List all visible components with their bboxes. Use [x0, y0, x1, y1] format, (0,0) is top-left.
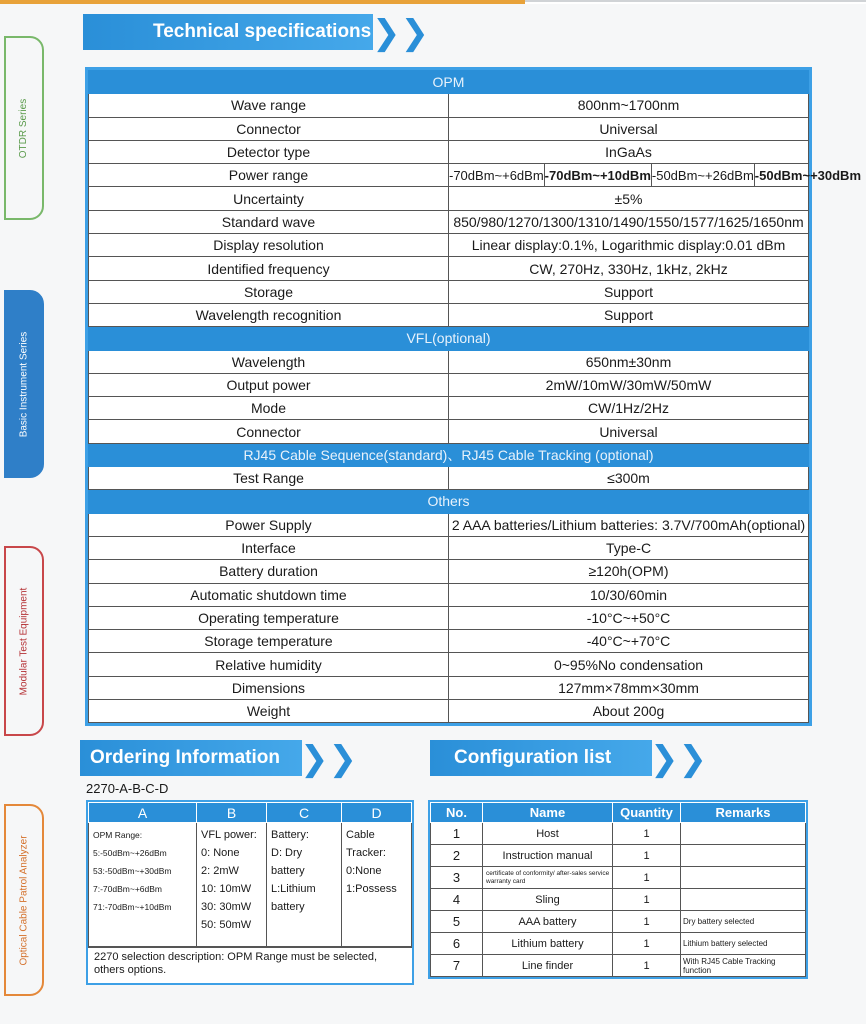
- config-no: 1: [431, 823, 483, 845]
- spec-row: [89, 280, 809, 303]
- spec-value: ±5%: [449, 187, 809, 210]
- config-no: 3: [431, 867, 483, 889]
- option-line: 0:None: [346, 865, 382, 877]
- option-line: battery: [271, 901, 305, 913]
- spec-row: [89, 420, 809, 443]
- section-heading-tech: [83, 14, 373, 50]
- spec-table: [85, 67, 862, 726]
- spec-row: [89, 560, 809, 583]
- spec-label: Display resolution: [89, 234, 449, 257]
- spec-value: InGaAs: [449, 140, 809, 163]
- power-range-option: -70dBm~+6dBm: [449, 164, 545, 186]
- tab-otdr-series[interactable]: [4, 36, 44, 220]
- heading-text: Ordering Information: [90, 747, 280, 768]
- spec-label: Interface: [89, 536, 449, 559]
- config-no: 6: [431, 933, 483, 955]
- spec-value: 127mm×78mm×30mm: [449, 676, 809, 699]
- spec-label: Mode: [89, 397, 449, 420]
- option-column-a: [89, 823, 197, 947]
- spec-row: [89, 187, 809, 210]
- spec-value: ≤300m: [449, 467, 809, 490]
- spec-value: 650nm±30nm: [449, 350, 809, 373]
- option-column-b: [197, 823, 267, 947]
- column-header: C: [267, 803, 342, 823]
- spec-label: Identified frequency: [89, 257, 449, 280]
- option-line: battery: [271, 865, 305, 877]
- option-column-d: [342, 823, 412, 947]
- spec-label: Wavelength: [89, 350, 449, 373]
- section-row: [89, 71, 809, 94]
- option-line: VFL power:: [201, 829, 257, 841]
- config-remark: [681, 889, 806, 911]
- option-line: 71:-70dBm~+10dBm: [93, 902, 172, 912]
- column-header: B: [197, 803, 267, 823]
- spec-row: [89, 373, 809, 396]
- section-title: OPM: [89, 71, 809, 94]
- heading-text: Technical specifications: [153, 21, 372, 42]
- spec-row: [89, 676, 809, 699]
- section-title: RJ45 Cable Sequence(standard)、RJ45 Cable Tracking (optional): [89, 443, 809, 466]
- config-remark: [681, 823, 806, 845]
- config-row: [431, 889, 806, 911]
- spec-row: [89, 303, 809, 326]
- tab-basic-instrument-series[interactable]: [4, 290, 44, 478]
- spec-label: Storage: [89, 280, 449, 303]
- spec-row: [89, 234, 809, 257]
- option-line: 10: 10mW: [201, 883, 252, 895]
- tab-label: Optical Cable Patrol Analyzer: [18, 834, 30, 966]
- ordering-table: [86, 800, 414, 985]
- option-line: L:Lithium: [271, 883, 316, 895]
- heading-text: Configuration list: [454, 747, 612, 768]
- spec-row: [89, 94, 809, 117]
- column-header: Name: [483, 803, 613, 823]
- chevron-double-right-icon: ❯❯: [300, 740, 357, 778]
- section-row: [89, 490, 809, 513]
- spec-value: 2 AAA batteries/Lithium batteries: 3.7V/700mAh(optional): [449, 513, 809, 536]
- column-header: A: [89, 803, 197, 823]
- spec-label: Storage temperature: [89, 630, 449, 653]
- power-range-option: -70dBm~+10dBm: [545, 164, 652, 186]
- spec-value: ≥120h(OPM): [449, 560, 809, 583]
- spec-row: [89, 467, 809, 490]
- spec-value: 0~95%No condensation: [449, 653, 809, 676]
- spec-label: Automatic shutdown time: [89, 583, 449, 606]
- option-line: Battery:: [271, 829, 309, 841]
- spec-label: Connector: [89, 117, 449, 140]
- config-no: 2: [431, 845, 483, 867]
- spec-value: 800nm~1700nm: [449, 94, 809, 117]
- spec-value: [449, 164, 862, 187]
- option-line: 1:Possess: [346, 883, 397, 895]
- config-row: [431, 845, 806, 867]
- config-remark: Dry battery selected: [681, 911, 806, 933]
- selection-note: 2270 selection description: OPM Range must be selected, others options.: [88, 947, 412, 983]
- config-row: [431, 823, 806, 845]
- section-row: [89, 327, 809, 350]
- spec-label: Battery duration: [89, 560, 449, 583]
- spec-value: Type-C: [449, 536, 809, 559]
- config-quantity: 1: [613, 823, 681, 845]
- spec-label: Power range: [89, 164, 449, 187]
- config-name: certificate of conformity/ after-sales service warranty card: [483, 867, 613, 889]
- option-line: 53:-50dBm~+30dBm: [93, 866, 172, 876]
- spec-row: [89, 140, 809, 163]
- spec-value: 2mW/10mW/30mW/50mW: [449, 373, 809, 396]
- spec-value: Universal: [449, 117, 809, 140]
- spec-row: [89, 513, 809, 536]
- spec-label: Power Supply: [89, 513, 449, 536]
- spec-row: [89, 164, 809, 187]
- config-name: Instruction manual: [483, 845, 613, 867]
- spec-value: -10°C~+50°C: [449, 606, 809, 629]
- config-remark: [681, 845, 806, 867]
- section-title: VFL(optional): [89, 327, 809, 350]
- config-name: Lithium battery: [483, 933, 613, 955]
- option-line: OPM Range:: [93, 830, 143, 840]
- section-title: Others: [89, 490, 809, 513]
- spec-label: Operating temperature: [89, 606, 449, 629]
- section-row: [89, 443, 809, 466]
- config-row: [431, 955, 806, 977]
- spec-label: Dimensions: [89, 676, 449, 699]
- spec-value: -40°C~+70°C: [449, 630, 809, 653]
- power-range-option: -50dBm~+26dBm: [652, 164, 755, 186]
- tab-label: Basic Instrument Series: [18, 331, 30, 437]
- spec-value: 10/30/60min: [449, 583, 809, 606]
- option-column-c: [267, 823, 342, 947]
- top-bar: [0, 0, 866, 4]
- tab-optical-cable-patrol-analyzer[interactable]: [4, 804, 44, 996]
- config-quantity: 1: [613, 933, 681, 955]
- spec-row: [89, 117, 809, 140]
- config-name: AAA battery: [483, 911, 613, 933]
- config-name: Sling: [483, 889, 613, 911]
- section-heading-ordering: [80, 740, 302, 776]
- option-line: Cable: [346, 829, 375, 841]
- chevron-double-right-icon: ❯❯: [372, 14, 429, 52]
- chevron-double-right-icon: ❯❯: [650, 740, 707, 778]
- spec-row: [89, 257, 809, 280]
- tab-label: Modular Test Equipment: [18, 587, 30, 695]
- option-line: 5:-50dBm~+26dBm: [93, 848, 167, 858]
- config-quantity: 1: [613, 889, 681, 911]
- spec-row: [89, 350, 809, 373]
- config-row: [431, 911, 806, 933]
- spec-row: [89, 536, 809, 559]
- config-table: [428, 800, 808, 979]
- config-quantity: 1: [613, 955, 681, 977]
- config-row: [431, 867, 806, 889]
- spec-value: Support: [449, 280, 809, 303]
- power-range-options: [449, 164, 862, 186]
- tab-label: OTDR Series: [18, 98, 30, 158]
- spec-label: Test Range: [89, 467, 449, 490]
- spec-row: [89, 653, 809, 676]
- spec-label: Detector type: [89, 140, 449, 163]
- config-name: Line finder: [483, 955, 613, 977]
- option-line: D: Dry: [271, 847, 303, 859]
- spec-value: CW, 270Hz, 330Hz, 1kHz, 2kHz: [449, 257, 809, 280]
- spec-label: Relative humidity: [89, 653, 449, 676]
- config-row: [431, 933, 806, 955]
- column-header: Quantity: [613, 803, 681, 823]
- spec-row: [89, 630, 809, 653]
- option-line: 0: None: [201, 847, 240, 859]
- spec-row: [89, 397, 809, 420]
- spec-row: [89, 583, 809, 606]
- model-code: 2270-A-B-C-D: [86, 781, 169, 796]
- spec-label: Weight: [89, 700, 449, 723]
- column-header: No.: [431, 803, 483, 823]
- config-no: 7: [431, 955, 483, 977]
- config-remark: [681, 867, 806, 889]
- config-quantity: 1: [613, 845, 681, 867]
- spec-value: Linear display:0.1%, Logarithmic display:0.01 dBm: [449, 234, 809, 257]
- config-remark: Lithium battery selected: [681, 933, 806, 955]
- column-header: D: [342, 803, 412, 823]
- spec-value: Support: [449, 303, 809, 326]
- spec-row: [89, 210, 809, 233]
- option-line: 30: 30mW: [201, 901, 252, 913]
- option-line: 2: 2mW: [201, 865, 239, 877]
- config-quantity: 1: [613, 867, 681, 889]
- spec-row: [89, 606, 809, 629]
- power-range-option: -50dBm~+30dBm: [754, 167, 862, 183]
- option-line: 50: 50mW: [201, 919, 252, 931]
- config-name: Host: [483, 823, 613, 845]
- option-line: 7:-70dBm~+6dBm: [93, 884, 162, 894]
- spec-label: Output power: [89, 373, 449, 396]
- spec-value: 850/980/1270/1300/1310/1490/1550/1577/1625/1650nm: [449, 210, 809, 233]
- option-line: Tracker:: [346, 847, 386, 859]
- spec-value: About 200g: [449, 700, 809, 723]
- spec-row: [89, 700, 809, 723]
- spec-label: Wavelength recognition: [89, 303, 449, 326]
- config-remark: With RJ45 Cable Tracking function: [681, 955, 806, 977]
- spec-label: Standard wave: [89, 210, 449, 233]
- column-header: Remarks: [681, 803, 806, 823]
- spec-value: Universal: [449, 420, 809, 443]
- spec-label: Uncertainty: [89, 187, 449, 210]
- config-no: 4: [431, 889, 483, 911]
- tab-modular-test-equipment[interactable]: [4, 546, 44, 736]
- section-heading-config: [430, 740, 652, 776]
- config-no: 5: [431, 911, 483, 933]
- config-quantity: 1: [613, 911, 681, 933]
- spec-label: Wave range: [89, 94, 449, 117]
- spec-value: CW/1Hz/2Hz: [449, 397, 809, 420]
- spec-label: Connector: [89, 420, 449, 443]
